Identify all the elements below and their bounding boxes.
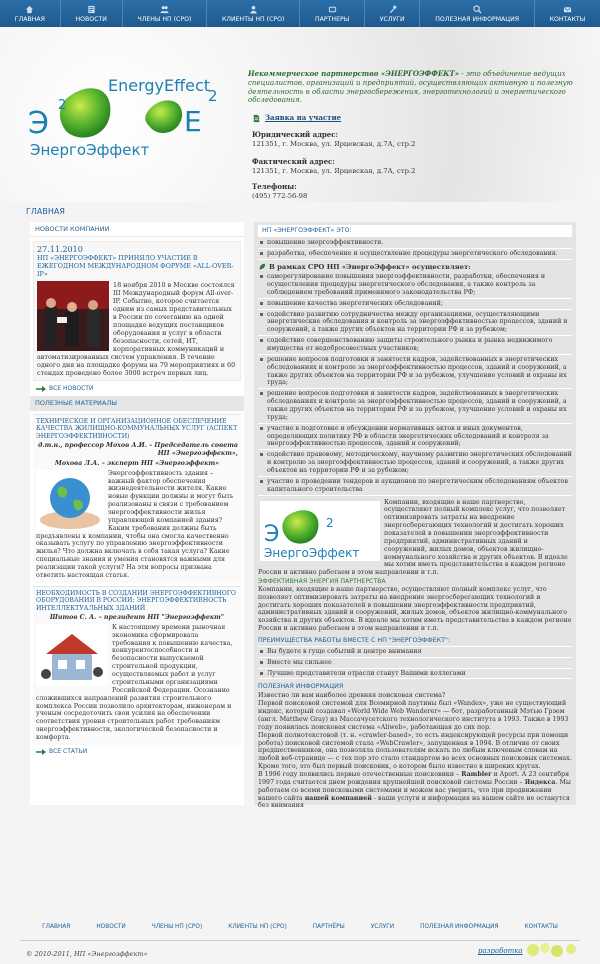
contacts-icon	[563, 5, 572, 14]
all-news-label: ВСЕ НОВОСТИ	[49, 385, 94, 393]
useful-info-paragraph	[258, 771, 572, 810]
nav-item-partners[interactable]	[300, 0, 365, 27]
advantages-list	[258, 647, 572, 680]
useful-info-title: ПОЛЕЗНАЯ ИНФОРМАЦИЯ	[258, 683, 344, 691]
nav-item-info[interactable]	[420, 0, 534, 27]
developer-link[interactable]: разработка	[478, 947, 523, 955]
footer-divider	[20, 940, 580, 941]
footer-link-clients[interactable]: КЛИЕНТЫ НП (СРО)	[228, 924, 287, 930]
small-logo-text: ЭнергоЭффект	[264, 545, 360, 560]
material-body	[36, 624, 238, 742]
list-item: Лучшие представители отрасли станут Вашими коллегами	[258, 669, 572, 680]
forum-photo	[37, 281, 109, 351]
nav-label: ПАРТНЕРЫ	[315, 16, 350, 24]
all-articles-label: ВСЕ СТАТЬИ	[49, 747, 88, 755]
text-fragment: - ваши услуги и информация на вашем сайте не останутся без внимания	[258, 794, 570, 810]
news-item[interactable]	[33, 241, 241, 381]
nav-item-news[interactable]	[61, 0, 123, 27]
material-title[interactable]: ТЕХНИЧЕСКОЕ И ОРГАНИЗАЦИОННОЕ ОБЕСПЕЧЕНИЕ КАЧЕСТВА ЖИЛИЩНО-КОММУНАЛЬНЫХ УСЛУГ (АСПЕКТ ЭНЕРГОЭФФЕКТИВНОСТИ)	[36, 417, 238, 440]
footer-link-members[interactable]: ЧЛЕНЫ НП (СРО)	[151, 924, 203, 930]
smart-house-image	[36, 624, 108, 686]
sro-activities-list	[258, 272, 572, 495]
legal-address-text: 121351, г. Москва, ул. Ярцевская, д.7А, стр.2	[252, 139, 416, 148]
legal-address	[252, 131, 552, 148]
footer-link-news[interactable]: НОВОСТИ	[96, 924, 126, 930]
all-articles-link[interactable]	[36, 748, 238, 756]
nav-label: ЧЛЕНЫ НП (СРО)	[137, 16, 192, 24]
home-icon	[25, 5, 34, 14]
phones-text: (495) 772-56-98	[252, 191, 308, 200]
logo-top-text: EnergyEffect	[108, 76, 211, 95]
logo-e-letter: Э	[28, 106, 49, 141]
list-item: повышение энергоэффективности.	[258, 238, 572, 249]
useful-info-paragraph: Первой полнотекстовой (т. н. «crawler-based», то есть индексирующей ресурсы при помощи робота) поисковой системой стала «WebCrawler», запущенная в 1994. В отличие от своих предшественников, она позволяла пользователям искать по любым ключевым словам на любой веб-странице — с тех пор это стало стандартом во всех основных поисковых системах. Кроме того, это был первый поисковик, о котором было известно в широких кругах.	[258, 731, 572, 771]
nav-item-contacts[interactable]	[535, 0, 600, 27]
list-item: содействие развитию сотрудничества между организациями, осуществляющими энергетические обследования и контроль за энергоэффективностью процессов, зданий и сооружений, а также других объектов на территории РФ и за рубежом;	[258, 310, 572, 337]
users-icon	[160, 5, 169, 14]
globe-in-hands-image	[36, 470, 104, 530]
about-section-title: НП «ЭНЕРГОЭФФЕКТ» ЭТО:	[258, 225, 572, 237]
list-item: содействие правовому, методическому, научному развитию энергетических обследований и контролю за энергоэффективностью процессов, зданий и сооружений, а также других объектов на территории РФ и за рубежом;	[258, 450, 572, 477]
legal-address-title: Юридический адрес:	[252, 130, 339, 139]
footer-link-home[interactable]: ГЛАВНАЯ	[42, 924, 71, 930]
nav-label: УСЛУГИ	[379, 16, 405, 24]
list-item: участие в проведении тендеров и аукционов по энергетическим обследованиям объектов капитального строительства	[258, 477, 572, 496]
developer-logo[interactable]	[525, 941, 585, 959]
nav-label: ПОЛЕЗНАЯ ИНФОРМАЦИЯ	[435, 16, 519, 24]
nav-label: ГЛАВНАЯ	[14, 16, 45, 24]
nav-item-home[interactable]	[0, 0, 61, 27]
footer-link-info[interactable]: ПОЛЕЗНАЯ ИНФОРМАЦИЯ	[420, 924, 499, 930]
info-icon	[473, 5, 482, 14]
document-icon	[252, 114, 261, 123]
intro-rest: - это объединение ведущих специалистов, организаций и предприятий, осуществляющих активную и полезную деятельность в области энергосбережения, энерготехнологий и энергетического обследования.	[248, 70, 573, 105]
leaf-icon	[258, 263, 266, 271]
nav-label: КЛИЕНТЫ НП (СРО)	[221, 16, 285, 24]
copyright: © 2010-2011, НП «Энергоэффект»	[26, 950, 148, 958]
text-fragment: В 1996 году появились первые отечественные поисковики –	[258, 770, 462, 778]
list-item: решение вопросов подготовки и занятости кадров, задействованных в энергетических обследованиях и контроле за энергоэффективностью процессов, зданий и сооружений, а также других объектов на территории РФ и за рубежом, улучшение условий и охраны их труда;	[258, 355, 572, 389]
breadcrumb: ГЛАВНАЯ	[26, 207, 65, 216]
footer-link-partners[interactable]: ПАРТНЁРЫ	[312, 924, 345, 930]
text-fragment: и Aport. А 23 сентября 1997 года считается днем рождения крупнейшей поисковой системы России –	[258, 770, 570, 786]
list-item: саморегулирование повышения энергоэффективности, разработки, обеспечения и осуществления процедуры энергетического обследования, а также контроль за соблюдением требований применимого законодательства РФ;	[258, 272, 572, 299]
news-body	[37, 281, 237, 377]
list-item: разработка, обеспечение и осуществление процедуры энергетического обследования.	[258, 249, 572, 260]
effective-energy-title: ЭФФЕКТИВНАЯ ЭНЕРГИЯ ПАРТНЕРСТВА	[258, 578, 386, 586]
footer-link-services[interactable]: УСЛУГИ	[370, 924, 395, 930]
header	[0, 27, 600, 202]
list-item: участие в подготовке и обсуждении нормативных актов и иных документов, определяющих политику РФ в области энергетических обследований и контроля за энергоэффективностью процессов, зданий и сооружений;	[258, 424, 572, 451]
nav-label: КОНТАКТЫ	[549, 16, 586, 24]
useful-info-paragraph: Первой поисковой системой для Всемирной паутины был «Wandex», уже не существующий индекс, который создавал «World Wide Web Wanderer» — бот, разработанный Мэтью Грэем (англ. Matthew Gray) из Массачусетского технологического института в 1993. Также в 1993 году появилась поисковая система «Aliweb», работающая до сих пор.	[258, 700, 569, 731]
right-column	[254, 222, 576, 810]
logo-top-superscript: 2	[208, 87, 218, 105]
phones	[252, 183, 552, 200]
partnership-paragraph	[258, 499, 572, 578]
list-item: повышение качества энергетических обследований;	[258, 299, 572, 310]
intro-text	[248, 70, 588, 105]
nav-item-members[interactable]	[123, 0, 208, 27]
list-item: Вместе мы сильнее	[258, 658, 572, 669]
signup-label: Заявка на участие	[265, 113, 342, 123]
materials-section-title: ПОЛЕЗНЫЕ МАТЕРИАЛЫ	[30, 396, 244, 411]
footer-navigation	[0, 924, 600, 931]
company-bold: нашей компанией	[304, 794, 372, 802]
material-author: Мохова Л.А. – эксперт НП «Энергоэффект»	[54, 459, 220, 467]
actual-address	[252, 158, 552, 175]
news-date: 27.11.2010	[37, 245, 83, 255]
news-icon	[87, 5, 96, 14]
material-body-text: Энергоэффективность здания – важный фактор обеспечения жизнедеятельности жителя. Какие новые функции должны и могут быть реализованы в связи с требованием энергоэффективности жилья управляющей компанией здания? Каким требования должны быть предъявлены к компании, чтобы она смогла качественно оказывать услугу по управлению энергоэффективности жилья? Что должна включать в себя такая услуга? Какие специальные знания и умения становятся важными для реализации такой услуги? На эти вопросы призвана ответить настоящая статья.	[36, 469, 234, 579]
useful-info-question: Известно ли вам наиболее древняя поисковая система?	[258, 692, 446, 700]
logo-big-e: E	[184, 105, 202, 138]
actual-address-title: Фактический адрес:	[252, 157, 335, 166]
nav-item-clients[interactable]	[207, 0, 300, 27]
top-navigation	[0, 0, 600, 27]
news-title[interactable]: НП «ЭНЕРГОЭФФЕКТ» ПРИНЯЛО УЧАСТИЕ В ЕЖЕГОДНОМ МЕЖДУНАРОДНОМ ФОРУМЕ «ALL-OVER-IP»	[37, 254, 234, 278]
nav-label: НОВОСТИ	[75, 16, 107, 24]
intro-bold: Некоммерческое партнерство «ЭНЕРГОЭФФЕКТ»	[248, 69, 460, 78]
material-item[interactable]	[33, 586, 241, 745]
services-icon	[388, 5, 397, 14]
clients-icon	[249, 5, 258, 14]
advantages-title: ПРЕИМУЩЕСТВА РАБОТЫ ВМЕСТЕ С НП "ЭНЕРГОЭФФЕКТ":	[258, 636, 572, 647]
small-logo-e-letter: Э	[264, 521, 280, 547]
logo-e-superscript: 2	[58, 98, 67, 113]
phones-title: Телефоны:	[252, 182, 297, 191]
material-title[interactable]: НЕОБХОДИМОСТЬ В СОЗДАНИИ ЭНЕРГОЭФФЕКТИВНОГО ОБОРУДОВАНИЯ В РОССИИ: ЭНЕРГОЭФФЕКТИВНОСТЬ ИНТЕЛЛЕКТУАЛЬНЫХ ЗДАНИЙ	[36, 589, 236, 612]
material-author: Шитов С. А. – президент НП "Энергоэффект"	[49, 614, 225, 622]
sro-subtitle-text: В рамках СРО НП «ЭнергоЭффект» осуществляет:	[269, 262, 471, 271]
nav-item-services[interactable]	[365, 0, 421, 27]
text-fragment: . Мы работаем со всеми поисковыми системами и можем вас уверить, что при продвижении вашего сайта	[258, 778, 571, 802]
yandex-bold: Яндекса	[524, 778, 556, 786]
sro-subtitle	[258, 263, 572, 271]
signup-link[interactable]	[252, 114, 341, 123]
list-item: Вы будете в гуще событий и центре внимания	[258, 647, 572, 658]
list-item: содействие совершенствованию защиты строительного рынка и рынка недвижимого имущества от недобросовестных участников;	[258, 336, 572, 355]
left-column	[30, 222, 244, 805]
news-section-title: НОВОСТИ КОМПАНИИ	[30, 222, 244, 237]
energyeffect-logo[interactable]	[26, 71, 236, 161]
material-body-text: К настоящему времени рыночная экономика сформировала требования к повышению качества, конкурентоспособности и безопасности выпускаемой строительной продукции, осуществляемых работ и услуг строительными организациями Российской Федерации. Осознание сложившихся направлений развития строительного комплекса России позволило архитекторам, инженерам и ученым сосредоточить свои усилия на обеспечении соответствия уровня строительных работ требованиям энергоэффективности, экологической безопасности и комфорта.	[36, 623, 233, 741]
energoeffect-logo-small	[260, 501, 380, 561]
rambler-bold: Rambler	[461, 770, 492, 778]
arrow-right-icon	[36, 749, 46, 755]
all-news-link[interactable]	[36, 385, 238, 393]
logo-bottom-text: ЭнергоЭффект	[30, 141, 150, 159]
footer-link-contacts[interactable]: КОНТАКТЫ	[524, 924, 558, 930]
material-item[interactable]	[33, 414, 241, 583]
material-body	[36, 470, 238, 580]
about-list	[258, 238, 572, 260]
small-logo-superscript: 2	[326, 515, 334, 530]
arrow-right-icon	[36, 386, 46, 392]
actual-address-text: 121351, г. Москва, ул. Ярцевская, д.7А, стр.2	[252, 166, 416, 175]
list-item: решение вопросов подготовки и занятости кадров, задействованных в энергетических обследованиях и контроле за энергоэффективностью процессов, зданий и сооружений, а также других объектов на территории РФ и за рубежом, улучшение условий и охраны их труда;	[258, 389, 572, 423]
material-author: д.т.н., профессор Мохов А.И. – Председатель совета НП «Энергоэффект»,	[38, 442, 238, 457]
news-body-text: 18 ноября 2010 в Москве состоялся III Международный форум All-over-IP. Событие, которое считается одним из самых представительных в России по сочетанию на одной площадке ведущих поставщиков оборудования и услуг в области безопасности, сетей, ИТ, корпоративных коммуникаций и автоматизированных систем управления. В течение одного дня на площадке форума на 79 мероприятиях и 60 стендах проведено более 3000 встреч первых лиц.	[37, 281, 236, 378]
effective-energy-text: Компании, входящие в наше партнерство, осуществляют полный комплекс услуг, что позволяет оптимизировать затраты на внедрение энергосберегающих технологий и достигать хороших показателей в повышении энергоэффективности предприятий, административных зданий и сооружений, жилых домов, объектов жилищно-коммунального хозяйства и других объектов. В идеале мы хотим иметь представительства в каждом регионе России и активно работаем в этом направлении и т.п.	[258, 585, 572, 633]
partners-icon	[328, 5, 337, 14]
partnership-text: Компании, входящие в наше партнерство, осуществляют полный комплекс услуг, что позволяет оптимизировать затраты на внедрение энергосберегающих технологий и достигать хороших показателей в повышении энергоэффективности предприятий, административных зданий и сооружений, жилых домов, объектов жилищно-коммунального хозяйства и других объектов. В идеале мы хотим иметь представительства в каждом регионе России и активно работаем в этом направлении и т.п.	[258, 498, 568, 577]
